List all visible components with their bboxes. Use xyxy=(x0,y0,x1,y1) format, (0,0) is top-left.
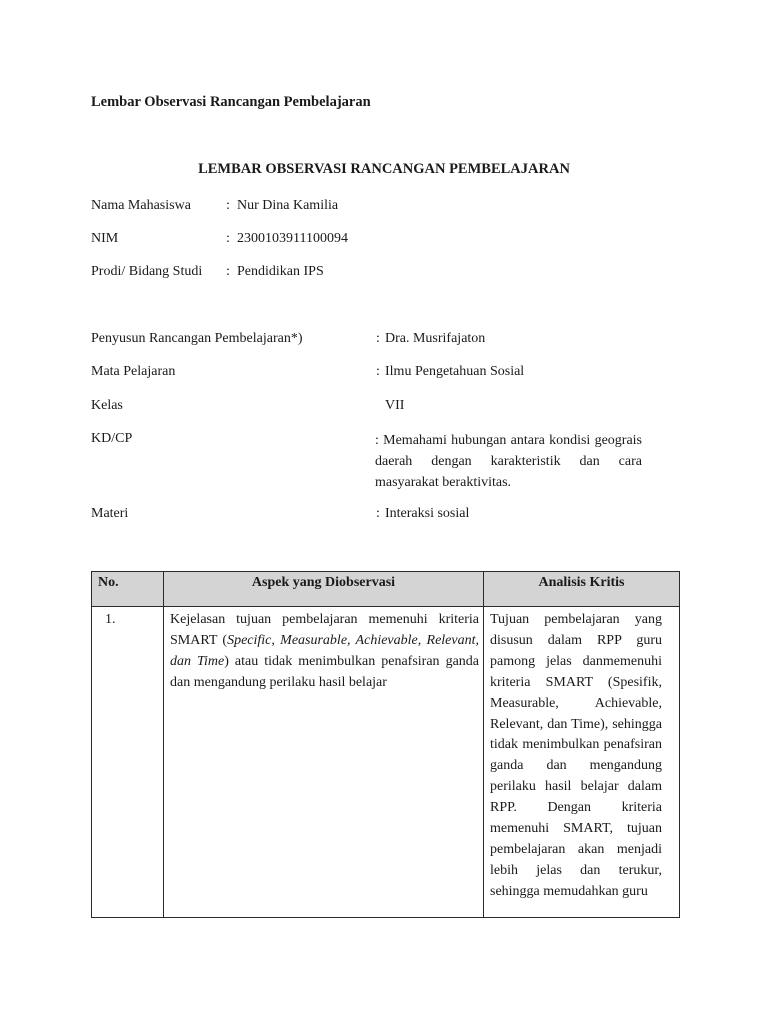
nama-mahasiswa-colon: : xyxy=(226,198,230,213)
row-analisis: Tujuan pembelajaran yang disusun dalam RPP guru pamong jelas danmemenuhi kriteria SMART (Spesifik, Measurable, Achievable, Relevant, dan Time), sehingga tidak menimbulkan penafsiran ganda dan mengandung perilaku hasil belajar dalam RPP. Dengan kriteria memenuhi SMART, tujuan pembelajaran akan menjadi lebih jelas dan terukur, sehingga memudahkan guru xyxy=(484,607,680,918)
materi-label: Materi xyxy=(91,506,129,521)
penyusun-value: Dra. Musrifajaton xyxy=(385,331,486,346)
prodi-label: Prodi/ Bidang Studi xyxy=(91,264,203,279)
mata-pelajaran-label: Mata Pelajaran xyxy=(91,364,176,379)
materi-colon: : xyxy=(376,506,380,521)
nim-colon: : xyxy=(226,231,230,246)
nama-mahasiswa-label: Nama Mahasiswa xyxy=(91,198,191,213)
table-header-row xyxy=(92,572,680,607)
materi-value: Interaksi sosial xyxy=(385,506,470,521)
aspek-text-part2: ) atau tidak menimbulkan penafsiran ganda dan mengandung perilaku hasil belajar xyxy=(170,653,479,690)
kdcp-value: : Memahami hubungan antara kondisi geograis daerah dengan karakteristik dan cara masyarakat beraktivitas. xyxy=(375,433,642,490)
row-aspek-text xyxy=(170,610,479,694)
aspek-text-italic: Specific, Measurable, Achievable, Relevant, dan Time xyxy=(170,632,479,669)
kelas-label: Kelas xyxy=(91,398,123,413)
header-aspek: Aspek yang Diobservasi xyxy=(164,572,484,607)
field-nim xyxy=(91,230,491,248)
document-heading: Lembar Observasi Rancangan Pembelajaran xyxy=(91,94,371,110)
penyusun-colon: : xyxy=(376,331,380,346)
field-prodi xyxy=(91,263,491,281)
observation-table xyxy=(91,571,680,918)
nim-value: 2300103911100094 xyxy=(237,231,348,246)
field-penyusun xyxy=(91,330,651,348)
table-row xyxy=(92,607,680,918)
field-kdcp-label-row xyxy=(91,430,291,448)
form-title: LEMBAR OBSERVASI RANCANGAN PEMBELAJARAN xyxy=(198,161,570,177)
field-mata-pelajaran xyxy=(91,363,651,381)
nama-mahasiswa-value: Nur Dina Kamilia xyxy=(237,198,339,213)
kdcp-label: KD/CP xyxy=(91,431,133,446)
mata-pelajaran-value: Ilmu Pengetahuan Sosial xyxy=(385,364,525,379)
kelas-value: VII xyxy=(385,398,405,413)
field-materi xyxy=(91,505,651,523)
mata-pelajaran-colon: : xyxy=(376,364,380,379)
row-aspek-cell xyxy=(164,607,484,918)
prodi-colon: : xyxy=(226,264,230,279)
nim-label: NIM xyxy=(91,231,119,246)
aspek-text-part1: Kejelasan tujuan pembelajaran memenuhi kriteria SMART ( xyxy=(170,612,479,648)
header-analisis: Analisis Kritis xyxy=(484,572,680,607)
prodi-value: Pendidikan IPS xyxy=(237,264,324,279)
field-kelas xyxy=(91,397,651,415)
row-number: 1. xyxy=(92,607,164,918)
penyusun-label: Penyusun Rancangan Pembelajaran*) xyxy=(91,331,303,346)
field-nama-mahasiswa xyxy=(91,197,491,215)
header-no: No. xyxy=(92,572,164,607)
